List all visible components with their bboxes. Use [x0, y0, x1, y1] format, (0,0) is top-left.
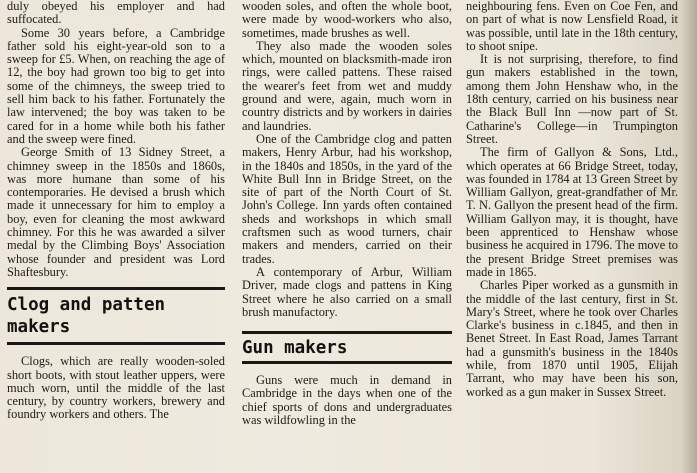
paragraph: Guns were much in demand in Cambridge in the days when one of the chief sports of dons and undergraduates was wildfowling in the [242, 373, 452, 428]
section-heading-clog-and-patten-makers: Clog and patten makers [7, 295, 166, 338]
text-column-1 [7, 0, 225, 422]
section-rule-bottom [7, 342, 225, 345]
paragraph: The firm of Gallyon & Sons, Ltd., which operates at 66 Bridge Street, today, was founded in 1784 at 13 Green Street by William Gallyon, great-grandfather of Mr. T. N. Gallyon the present head of the firm. William Gallyon may, it is thought, have been apprenticed to Henshaw whose business he acquired in 1796. The move to the present Bridge Street premises was made in 1865. [466, 145, 678, 279]
paragraph: duly obeyed his employer and had suffocated. [7, 0, 225, 27]
text-column-2 [242, 0, 452, 427]
paragraph: neighbouring fens. Even on Coe Fen, and on part of what is now Lensfield Road, it was possible, until late in the 18th century, to shoot snipe. [466, 0, 678, 53]
paragraph: They also made the wooden soles which, mounted on blacksmith-made iron rings, were called pattens. These raised the wearer's feet from wet and muddy ground and were, again, much worn in country districts and by workers in dairies and laundries. [242, 38, 452, 133]
section-rule-bottom [242, 361, 452, 364]
page-edge-shadow [681, 0, 697, 473]
paragraph: George Smith of 13 Sidney Street, a chimney sweep in the 1850s and 1860s, was more humane than some of his contemporaries. He devised a brush which made it unnecessary for him to employ a boy, even for cleaning the most awkward chimney. For this he was awarded a silver medal by the Climbing Boys' Association whose founder and president was Lord Shaftesbury. [7, 145, 225, 279]
section-heading-gun-makers: Gun makers [242, 338, 348, 359]
paragraph: A contemporary of Arbur, William Driver, made clogs and pattens in King Street where he also carried on a small brush manufactory. [242, 264, 452, 319]
paragraph: wooden soles, and often the whole boot, were made by wood-workers who also, sometimes, made brushes as well. [242, 0, 452, 40]
paragraph: It is not surprising, therefore, to find gun makers established in the town, among them John Henshaw who, in the 18th century, carried on his business near the Black Bull Inn —now part of St. Catharine's College—in Trumpington Street. [466, 52, 678, 146]
paragraph: Clogs, which are really wooden-soled short boots, with stout leather uppers, were much worn, until the middle of the last century, by country workers, brewery and foundry workers and others. The [7, 354, 225, 422]
paragraph: Charles Piper worked as a gunsmith in the middle of the last century, first in St. Mary's Street, where he took over Charles Clarke's business in c.1845, and then in Benet Street. In East Road, James Tarrant had a gunsmith's business in the 1840s while, from 1870 until 1905, Elijah Tarrant, who may have been his son, worked as a gun maker in Sussex Street. [466, 278, 678, 399]
paragraph: Some 30 years before, a Cambridge father sold his eight-year-old son to a sweep for £5. When, on reaching the age of 12, the boy had grown too big to get into some of the chimneys, the sweep tried to sell him back to his father. Fortunately the law intervened; the boy was taken to be cared for in a home while both his father and the sweep were fined. [7, 25, 225, 146]
text-column-3 [466, 0, 678, 399]
paragraph: One of the Cambridge clog and patten makers, Henry Arbur, had his workshop, in the 1840s and 1850s, in the yard of the White Bull Inn in Bridge Street, on the site of part of the North Court of St. John's College. Inn yards often contained sheds and workshops in which small craftsmen such as wood turners, chair makers and menders, carried on their trades. [242, 131, 452, 266]
